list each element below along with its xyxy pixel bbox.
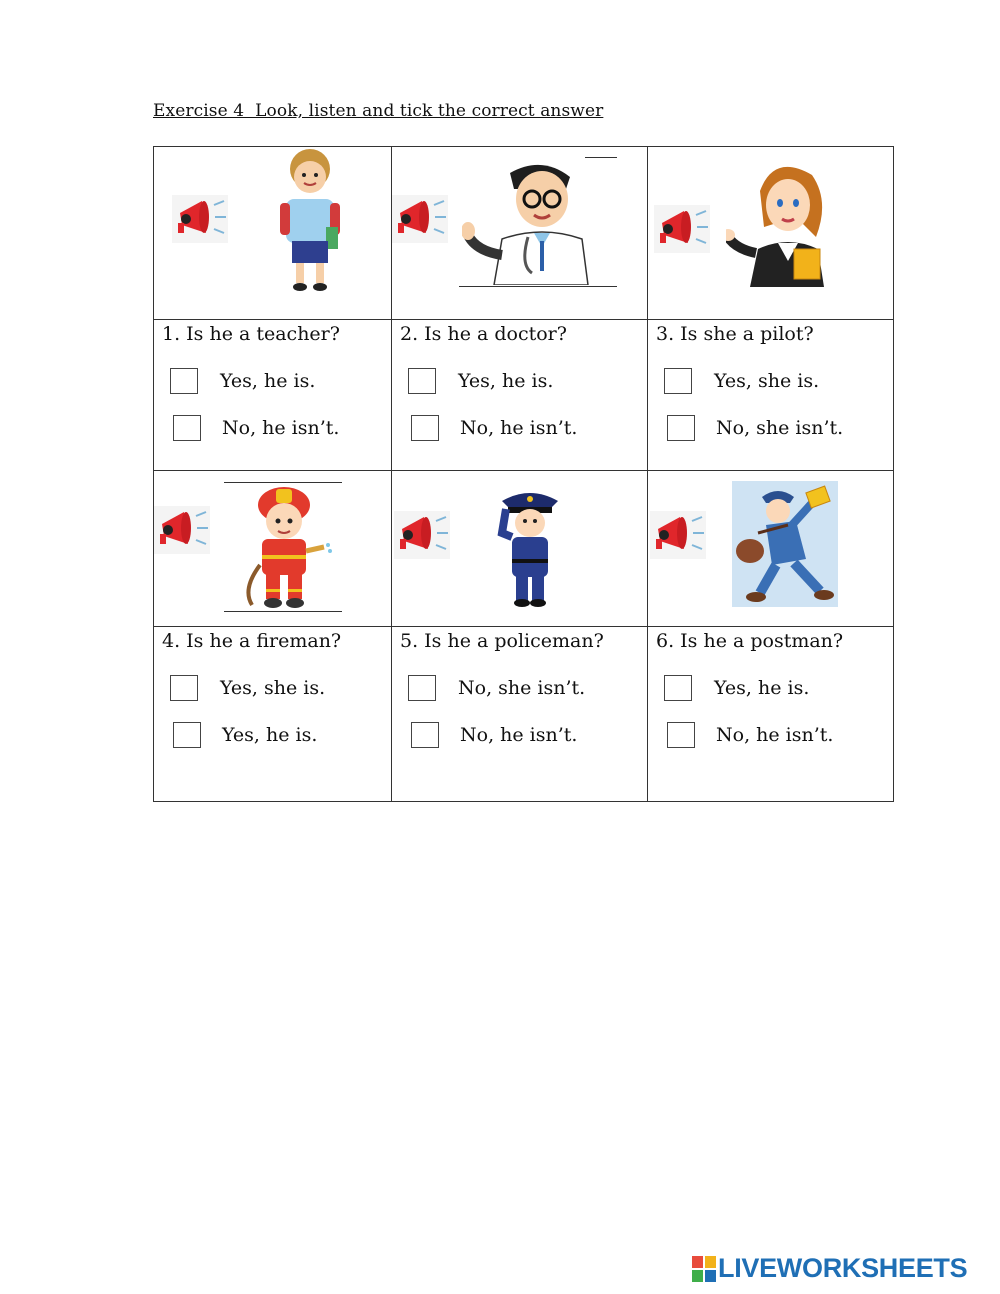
answer-label: No, she isn’t. — [716, 417, 844, 439]
answer-label: No, he isn’t. — [460, 724, 578, 746]
answer-label: Yes, he is. — [714, 677, 810, 699]
question-cell-6 — [648, 627, 894, 802]
answer-label: No, she isn’t. — [458, 677, 586, 699]
question-text: 4. Is he a fireman? — [162, 630, 342, 652]
tick-checkbox[interactable] — [411, 722, 439, 748]
question-text: 6. Is he a postman? — [656, 630, 844, 652]
question-cell-4 — [154, 627, 392, 802]
exercise-title: Exercise 4 Look, listen and tick the correct answer — [153, 101, 604, 121]
policeman-icon — [492, 487, 568, 607]
postman-icon — [732, 481, 838, 607]
answer-label: Yes, he is. — [222, 724, 318, 746]
question-text: 2. Is he a doctor? — [400, 323, 567, 345]
tick-checkbox[interactable] — [664, 675, 692, 701]
picture-cell-6 — [648, 471, 894, 627]
divider — [224, 611, 342, 612]
answer-label: No, he isn’t. — [716, 724, 834, 746]
tick-checkbox[interactable] — [667, 722, 695, 748]
question-text: 5. Is he a policeman? — [400, 630, 604, 652]
megaphone-icon[interactable] — [154, 506, 210, 554]
answer-label: No, he isn’t. — [460, 417, 578, 439]
tick-checkbox[interactable] — [667, 415, 695, 441]
answer-label: Yes, she is. — [714, 370, 820, 392]
tick-checkbox[interactable] — [411, 415, 439, 441]
tick-checkbox[interactable] — [408, 368, 436, 394]
schoolboy-icon — [270, 147, 350, 295]
question-cell-1 — [154, 320, 392, 471]
picture-cell-1 — [154, 147, 392, 320]
megaphone-icon[interactable] — [650, 511, 706, 559]
picture-cell-2 — [392, 147, 648, 320]
answer-label: Yes, she is. — [220, 677, 326, 699]
liveworksheets-logo[interactable] — [692, 1253, 967, 1284]
megaphone-icon[interactable] — [392, 195, 448, 243]
answer-label: No, he isn’t. — [222, 417, 340, 439]
question-text: 1. Is he a teacher? — [162, 323, 340, 345]
question-text: 3. Is she a pilot? — [656, 323, 814, 345]
answer-label: Yes, he is. — [220, 370, 316, 392]
doctor-icon — [462, 155, 592, 285]
picture-cell-3 — [648, 147, 894, 320]
tick-checkbox[interactable] — [173, 415, 201, 441]
megaphone-icon[interactable] — [172, 195, 228, 243]
tick-checkbox[interactable] — [170, 675, 198, 701]
megaphone-icon[interactable] — [654, 205, 710, 253]
tick-checkbox[interactable] — [173, 722, 201, 748]
question-cell-2 — [392, 320, 648, 471]
brand-name: LIVEWORKSHEETS — [718, 1253, 968, 1283]
divider — [224, 482, 342, 483]
picture-cell-4 — [154, 471, 392, 627]
divider — [459, 286, 617, 287]
question-cell-3 — [648, 320, 894, 471]
picture-cell-5 — [392, 471, 648, 627]
question-cell-5 — [392, 627, 648, 802]
tick-checkbox[interactable] — [408, 675, 436, 701]
tick-checkbox[interactable] — [664, 368, 692, 394]
megaphone-icon[interactable] — [394, 511, 450, 559]
fireman-icon — [240, 485, 332, 609]
tick-checkbox[interactable] — [170, 368, 198, 394]
exercise-table — [153, 146, 894, 802]
liveworksheets-logo-icon — [692, 1256, 716, 1282]
answer-label: Yes, he is. — [458, 370, 554, 392]
businesswoman-icon — [726, 157, 836, 287]
